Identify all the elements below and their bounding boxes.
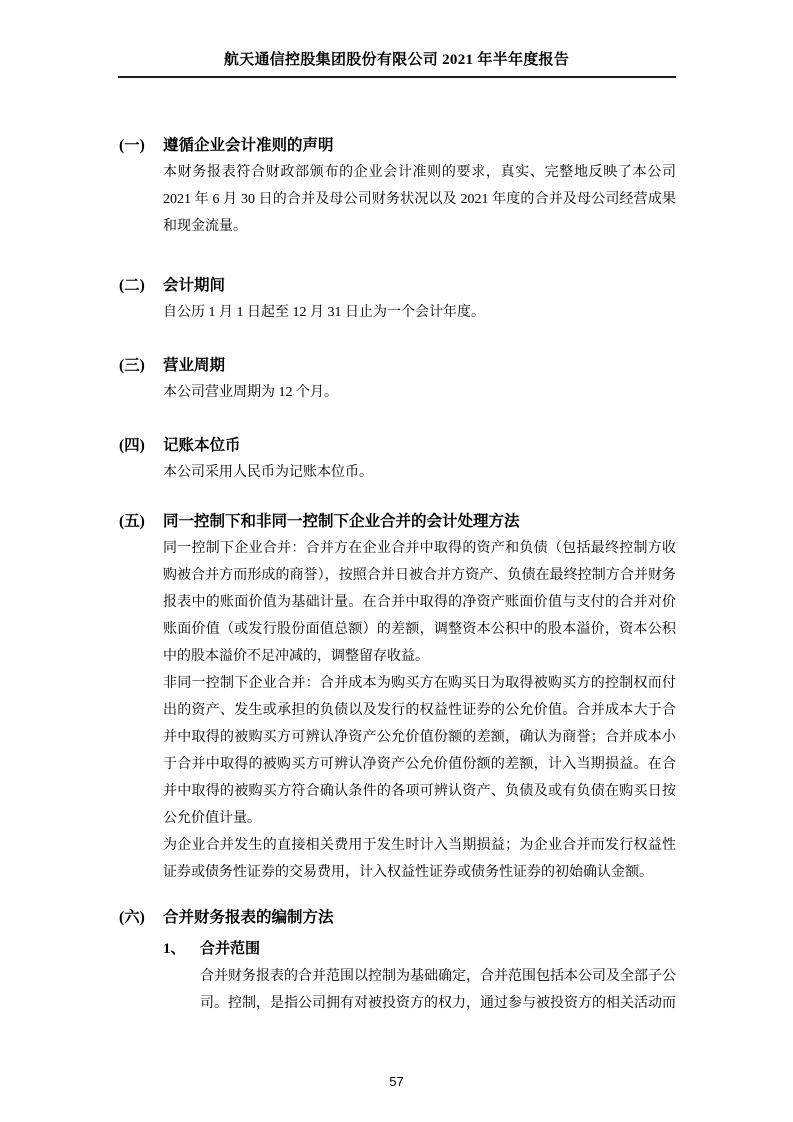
page-footer [0,1074,793,1089]
section-heading [119,132,676,159]
section-body [163,535,676,886]
section-label: (六) [119,909,145,926]
subsection-paragraph: 合并财务报表的合并范围以控制为基础确定，合并范围包括本公司及全部子公司。控制，是指公司拥有对被投资方的权力，通过参与被投资方的相关活动而 [200,969,676,1011]
header-divider [118,76,676,78]
subsection-title: 合并范围 [200,941,261,957]
section-paragraph: 本公司营业周期为 12 个月。 [163,385,338,400]
section-body [163,379,676,406]
section-body [163,299,676,326]
section-heading [119,272,676,299]
section-functional-currency [119,432,676,486]
section-paragraph: 同一控制下企业合并：合并方在企业合并中取得的资产和负债（包括最终控制方收购被合并方而形成的商誉），按照合并日被合并方资产、负债在最终控制方合并财务报表中的账面价值为基础计量。在合并中取得的净资产账面价值与支付的合并对价账面价值（或发行股份面值总额）的差额，调整资本公积中的股本溢价，资本公积中的股本溢价不足冲减的，调整留存收益。 [163,541,676,664]
section-label: (五) [119,513,145,530]
section-paragraph: 非同一控制下企业合并：合并成本为购买方在购买日为取得被购买方的控制权而付出的资产、发生或承担的负债以及发行的权益性证券的公允价值。合并成本大于合并中取得的被购买方可辨认净资产公允价值份额的差额，确认为商誉；合并成本小于合并中取得的被购买方可辨认净资产公允价值份额的差额，计入当期损益。在合并中取得的被购买方符合确认条件的各项可辨认资产、负债及或有负债在购买日按公允价值计量。 [163,676,676,826]
section-body [163,459,676,486]
subsection-label: 1、 [163,941,186,957]
section-paragraph: 自公历 1 月 1 日起至 12 月 31 日止为一个会计年度。 [163,305,485,320]
section-heading [119,432,676,459]
section-paragraph: 本公司采用人民币为记账本位币。 [163,465,373,480]
report-title: 航天通信控股集团股份有限公司 2021 年半年度报告 [223,52,570,68]
section-accounting-period [119,272,676,326]
section-title: 记账本位币 [163,437,241,454]
section-operating-cycle [119,352,676,406]
section-label: (一) [119,137,145,154]
section-heading [119,352,676,379]
page-number: 57 [389,1074,404,1089]
section-business-combination-accounting [119,508,676,886]
section-paragraph: 为企业合并发生的直接相关费用于发生时计入当期损益；为企业合并而发行权益性证券或债务性证券的交易费用，计入权益性证券或债务性证券的初始确认金额。 [163,838,676,880]
section-title: 同一控制下和非同一控制下企业合并的会计处理方法 [163,513,520,530]
section-body [163,159,676,240]
section-paragraph: 本财务报表符合财政部颁布的企业会计准则的要求，真实、完整地反映了本公司 2021 年 6 月 30 日的合并及母公司财务状况以及 2021 年度的合并及母公司经营成果和现金流量。 [163,165,676,234]
section-label: (三) [119,357,145,374]
section-title: 合并财务报表的编制方法 [163,909,334,926]
subsection-body [200,963,676,1017]
section-heading [119,904,676,931]
subsection-heading [163,936,676,963]
section-title: 营业周期 [163,357,226,374]
section-heading [119,508,676,535]
section-title: 会计期间 [163,277,226,294]
section-label: (四) [119,437,145,454]
page-header [0,0,793,78]
document-content [119,132,676,1017]
section-label: (二) [119,277,145,294]
section-title: 遵循企业会计准则的声明 [163,137,334,154]
section-consolidated-statements-method [119,904,676,1017]
section-accounting-standards-statement [119,132,676,240]
